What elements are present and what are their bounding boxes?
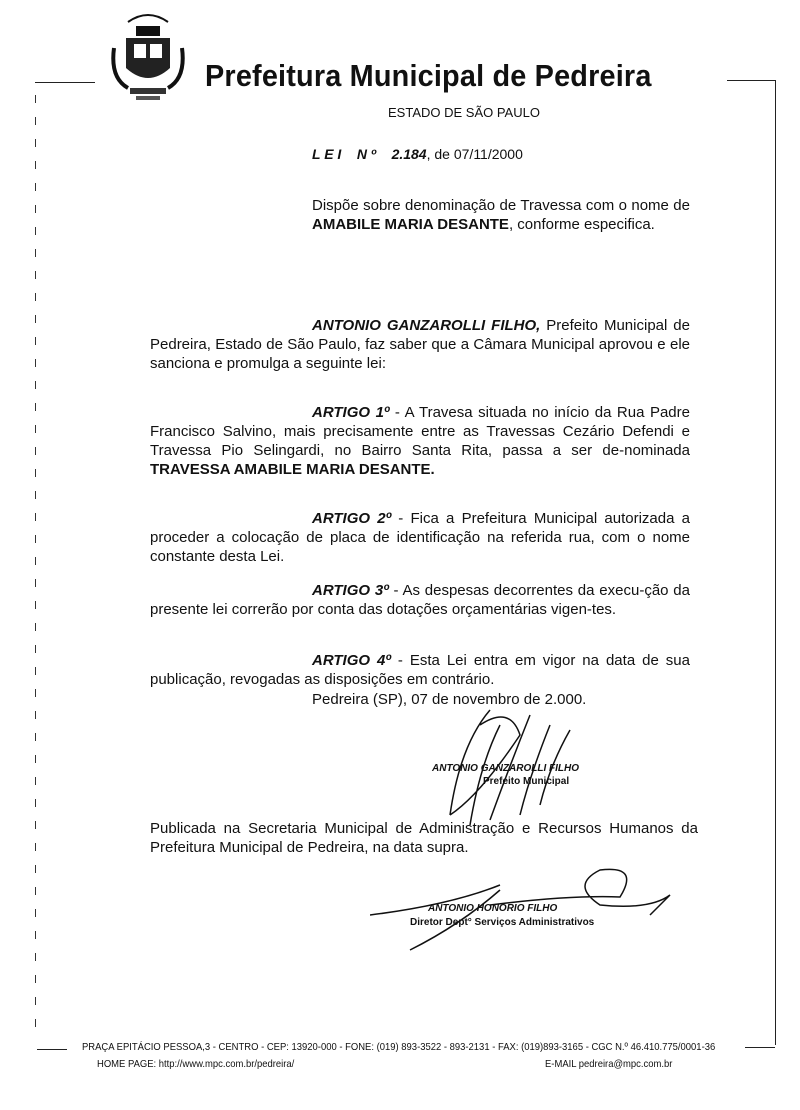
ementa-text-end: , conforme especifica. [508, 216, 655, 233]
law-number: 2.184 [391, 146, 427, 162]
article-label: ARTIGO 3º [312, 582, 389, 599]
street-name: TRAVESSA AMABILE MARIA DESANTE. [150, 461, 435, 478]
mayor-name: ANTONIO GANZAROLLI FILHO, [312, 317, 541, 334]
margin-dash [35, 161, 36, 169]
frame-line-bottom-left [37, 1049, 67, 1050]
margin-dash [35, 425, 36, 433]
margin-dash [35, 645, 36, 653]
margin-dash [35, 337, 36, 345]
footer-homepage[interactable]: HOME PAGE: http://www.mpc.com.br/pedreira/ [97, 1058, 295, 1070]
frame-line-right [727, 80, 775, 81]
article-label: ARTIGO 4º [312, 652, 391, 669]
margin-dash [35, 909, 36, 917]
margin-dash [35, 843, 36, 851]
margin-dash [35, 953, 36, 961]
margin-dash [35, 95, 36, 103]
margin-dash [35, 865, 36, 873]
article-4 [150, 651, 690, 689]
law-number-line [312, 146, 523, 162]
margin-dash [35, 271, 36, 279]
footer-email[interactable]: E-MAIL pedreira@mpc.com.br [545, 1058, 673, 1070]
publication-note: Publicada na Secretaria Municipal de Administração e Recursos Humanos da Prefeitura Municipal de Pedreira, na data supra. [150, 820, 698, 856]
margin-dash [35, 557, 36, 565]
margin-dash [35, 975, 36, 983]
margin-dash [35, 997, 36, 1005]
frame-border-right [775, 80, 776, 1045]
margin-dash [35, 535, 36, 543]
place-date: Pedreira (SP), 07 de novembro de 2.000. [312, 691, 587, 708]
law-date: , de 07/11/2000 [426, 146, 523, 162]
margin-dash [35, 931, 36, 939]
margin-dash [35, 623, 36, 631]
article-text: - Esta Lei entra em vigor na data de sua publicação, revogadas as disposições em contrário. [150, 652, 690, 688]
margin-dash [35, 249, 36, 257]
margin-dash [35, 183, 36, 191]
lei-label: L E I [312, 146, 342, 162]
margin-dash [35, 513, 36, 521]
margin-dash [35, 227, 36, 235]
margin-dash [35, 777, 36, 785]
article-2 [150, 509, 690, 566]
article-text: - A Travesa situada no início da Rua Padre Francisco Salvino, mais precisamente entre as Travessas Cezário Defendi e Travessa Pio Selingardi, no Bairro Santa Rita, passa a ser de-nominada [150, 404, 690, 459]
signature1-name: ANTONIO GANZAROLLI FILHO [432, 763, 580, 774]
margin-dash [35, 293, 36, 301]
margin-dash [35, 403, 36, 411]
margin-dash [35, 689, 36, 697]
state-subtitle: ESTADO DE SÃO PAULO [388, 105, 540, 120]
preamble-text: Prefeito Municipal de Pedreira, Estado de São Paulo, faz saber que a Câmara Municipal aprovou e ele sanciona e promulga a seguinte lei: [150, 317, 690, 372]
margin-dash [35, 755, 36, 763]
article-3 [150, 581, 690, 619]
margin-dash [35, 579, 36, 587]
margin-dash [35, 117, 36, 125]
signature2-name: ANTONIO HONORIO FILHO [428, 903, 558, 914]
article-label: ARTIGO 1º [312, 404, 390, 421]
ementa-name: AMABILE MARIA DESANTE [312, 216, 509, 233]
municipal-crest-logo [108, 8, 188, 103]
margin-dash [35, 469, 36, 477]
margin-dash [35, 359, 36, 367]
margin-dash [35, 887, 36, 895]
margin-dash [35, 139, 36, 147]
margin-dash [35, 667, 36, 675]
frame-line-bottom-right [745, 1047, 775, 1048]
preamble [150, 316, 690, 373]
article-1 [150, 403, 690, 479]
margin-dash [35, 491, 36, 499]
frame-line-left [35, 82, 95, 83]
margin-dash [35, 447, 36, 455]
article-label: ARTIGO 2º [312, 510, 392, 527]
footer-address: PRAÇA EPITÁCIO PESSOA,3 - CENTRO - CEP: 13920-000 - FONE: (019) 893-3522 - 893-2131 - FAX: (019)893-3165 - CGC N.º 46.410.775/0001-36 [82, 1041, 716, 1053]
signature2-role: Diretor Dept° Serviços Administrativos [410, 917, 595, 928]
article-text: - Fica a Prefeitura Municipal autorizada a proceder a colocação de placa de identificação na referida rua, com o nome constante desta Lei. [150, 510, 690, 565]
signature1-role: Prefeito Municipal [483, 776, 570, 787]
margin-dash [35, 315, 36, 323]
article-text: - As despesas decorrentes da execu-ção da presente lei correrão por conta das dotações orçamentárias vigen-tes. [150, 582, 690, 618]
ementa [312, 196, 690, 234]
margin-dash [35, 799, 36, 807]
margin-dash [35, 601, 36, 609]
margin-dash [35, 711, 36, 719]
numero-label: N º [356, 146, 376, 162]
margin-dash [35, 821, 36, 829]
margin-dash [35, 1019, 36, 1027]
page-title: Prefeitura Municipal de Pedreira [205, 58, 652, 93]
margin-dash [35, 733, 36, 741]
margin-dash [35, 205, 36, 213]
margin-dash [35, 381, 36, 389]
ementa-text: Dispõe sobre denominação de Travessa com o nome de [312, 197, 690, 214]
